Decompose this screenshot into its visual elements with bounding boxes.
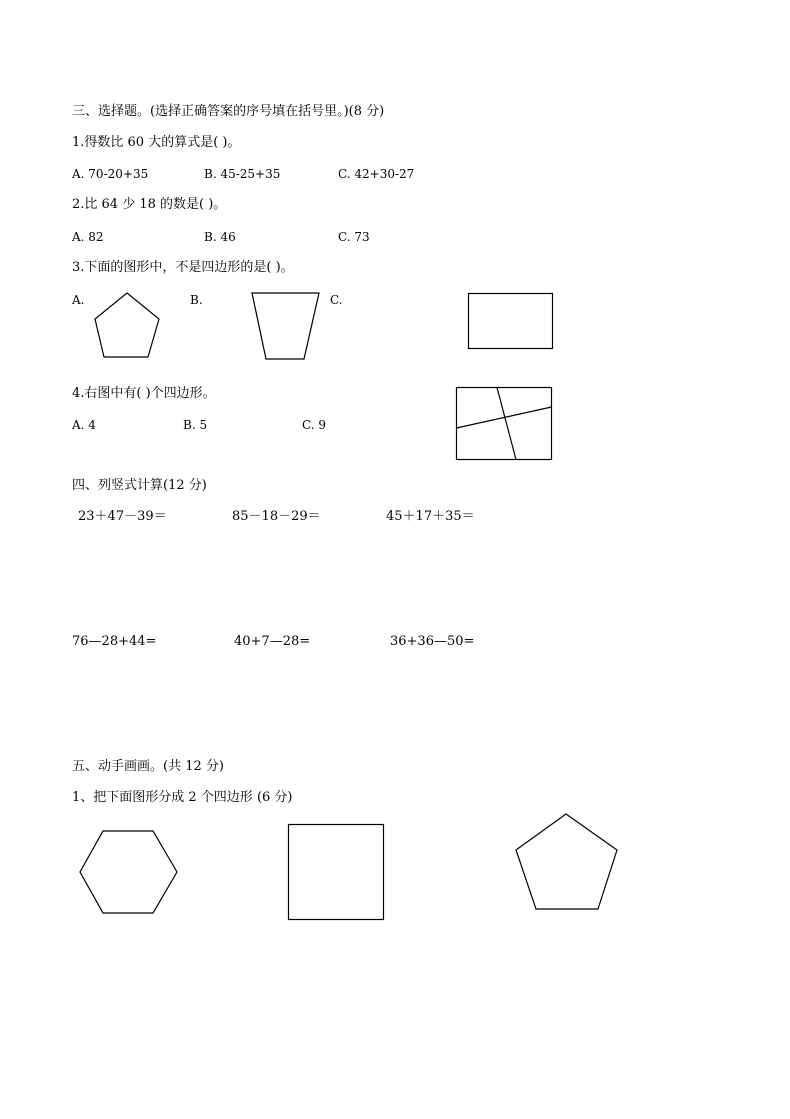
calc-3: 45＋17＋35＝ [386, 509, 475, 524]
q2-option-b: B. 46 [204, 230, 236, 244]
q3-option-a: A. [72, 293, 85, 307]
hexagon-figure [76, 826, 182, 918]
q4-option-c: C. 9 [302, 418, 327, 432]
trapezoid-figure-b [248, 288, 326, 363]
divided-rectangle-figure [452, 383, 556, 465]
q4-option-a: A. 4 [72, 418, 96, 432]
question-4: 4.右图中有( )个四边形。 [72, 386, 216, 401]
calc-5: 40+7—28= [234, 634, 311, 649]
calc-6: 36+36—50= [390, 634, 475, 649]
q1-option-a: A. 70-20+35 [72, 167, 149, 181]
pentagon-figure [512, 810, 622, 914]
square-figure [284, 820, 388, 924]
rectangle-figure-c [464, 289, 558, 353]
q1-option-b: B. 45-25+35 [204, 167, 281, 181]
drawing-question-1: 1、把下面图形分成 2 个四边形 (6 分) [72, 790, 293, 805]
question-2: 2.比 64 少 18 的数是( )。 [72, 197, 227, 212]
q3-option-c: C. [330, 293, 343, 307]
question-3: 3.下面的图形中，不是四边形的是( )。 [72, 260, 294, 275]
q2-option-a: A. 82 [72, 230, 104, 244]
section5-heading: 五、动手画画。(共 12 分) [72, 759, 224, 774]
calc-4: 76—28+44= [72, 634, 157, 649]
pentagon-figure-a [90, 288, 170, 363]
q3-option-b: B. [190, 293, 203, 307]
section4-heading: 四、列竖式计算(12 分) [72, 478, 207, 493]
q4-option-b: B. 5 [183, 418, 208, 432]
section3-heading: 三、选择题。(选择正确答案的序号填在括号里。)(8 分) [72, 104, 385, 119]
q1-option-c: C. 42+30-27 [338, 167, 415, 181]
question-1: 1.得数比 60 大的算式是( )。 [72, 135, 241, 150]
calc-1: 23＋47－39＝ [78, 509, 167, 524]
calc-2: 85－18－29＝ [232, 509, 321, 524]
q2-option-c: C. 73 [338, 230, 370, 244]
